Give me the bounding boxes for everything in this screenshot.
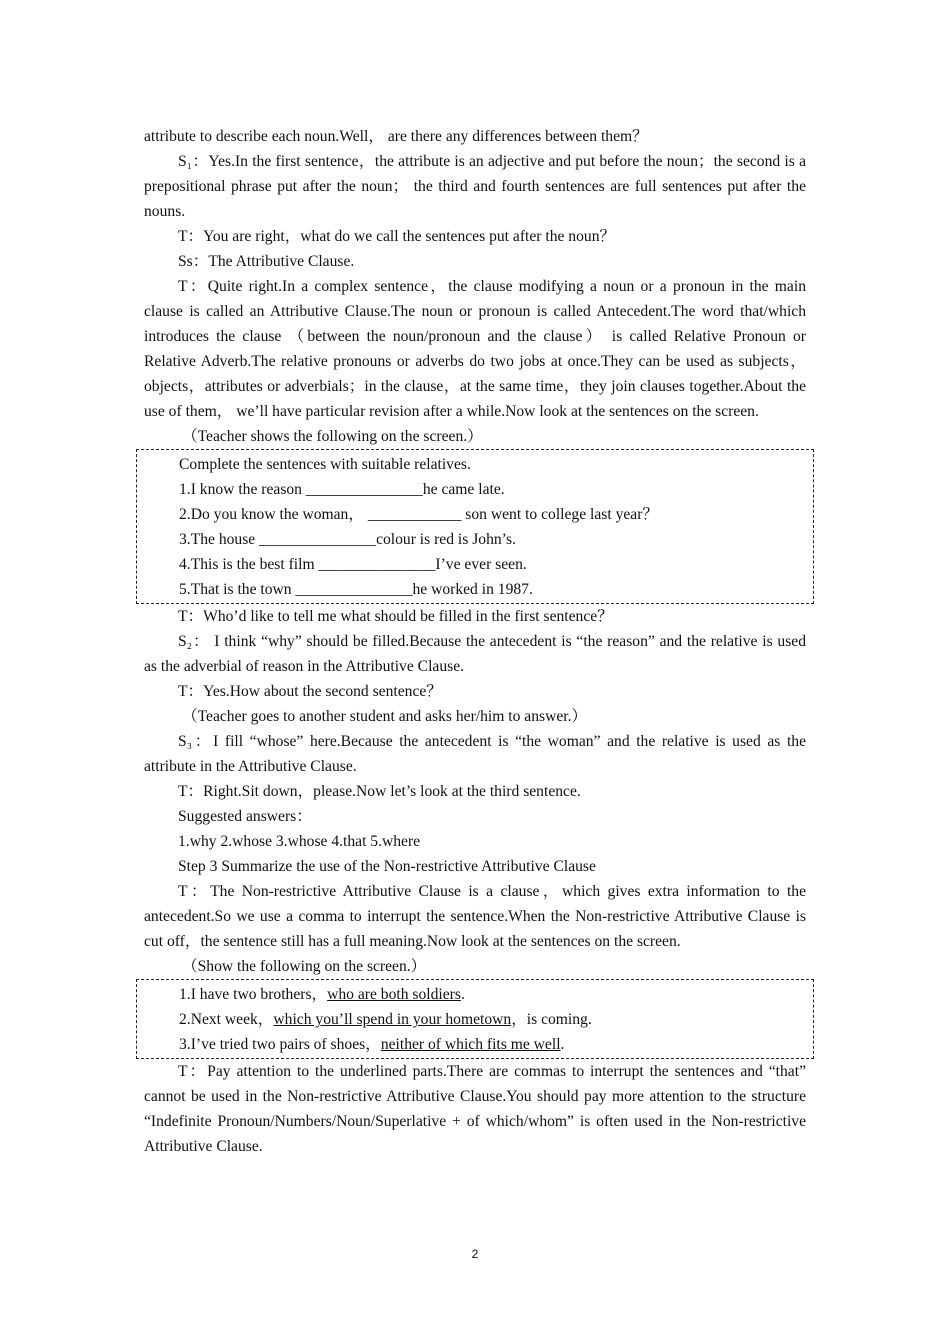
text: ，is coming.: [511, 1011, 592, 1028]
paragraph: attribute to describe each noun.Well， are there any differences between them？: [144, 128, 648, 145]
paragraph: T：Quite right.In a complex sentence，the clause modifying a noun or a pronoun in the main clause is called an Attributive Clause.The noun or pronoun is called Antecedent.The word that/which introduces the clause （between the noun/pronoun and the clause） is called Relative Pronoun or Relative Adverb.The relative pronouns or adverbs do two jobs at once.They can be used as subjects，objects，attributes or adverbials；in the clause，at the same time，they join clauses together.About the use of them， we’ll have particular revision after a while.Now look at the sentences on the screen.: [144, 278, 806, 420]
text: 1.I have two brothers，: [179, 986, 328, 1003]
box-line: 3.The house _______________colour is red is John’s.: [179, 531, 516, 548]
example-box: [136, 979, 814, 1059]
paragraph: T：You are right，what do we call the sentences put after the noun？: [178, 228, 616, 245]
step-heading: Step 3 Summarize the use of the Non-restrictive Attributive Clause: [178, 858, 596, 875]
paragraph: Suggested answers：: [178, 808, 312, 825]
paragraph: T：The Non-restrictive Attributive Clause is a clause，which gives extra information to the antecedent.So we use a comma to interrupt the sentence.When the Non-restrictive Attributive Clause is cut off，the sentence still has a full meaning.Now look at the sentences on the screen.: [144, 883, 806, 950]
box-line: 2.Do you know the woman， ____________ son went to college last year？: [179, 506, 658, 523]
paragraph: T：Who’d like to tell me what should be filled in the first sentence？: [178, 608, 613, 625]
text: 3.I’ve tried two pairs of shoes，: [179, 1036, 381, 1053]
document-body: [144, 124, 806, 1159]
underlined-clause: who are both soldiers: [327, 986, 461, 1003]
paragraph: T：Right.Sit down，please.Now let’s look at the third sentence.: [178, 783, 581, 800]
box-line: [145, 1032, 805, 1057]
paragraph: S₂： I think “why” should be filled.Because the antecedent is “the reason” and the relative is used as the adverbial of reason in the Attributive Clause.: [144, 633, 806, 675]
text: .: [460, 986, 465, 1003]
box-line: [145, 1007, 805, 1032]
underlined-clause: neither of which fits me well: [380, 1036, 561, 1053]
paragraph: T：Yes.How about the second sentence？: [178, 683, 442, 700]
text: 2.Next week，: [179, 1011, 274, 1028]
box-line: Complete the sentences with suitable relatives.: [179, 456, 471, 473]
box-line: [145, 982, 805, 1007]
box-line: 1.I know the reason _______________he came late.: [179, 481, 505, 498]
paragraph: （Show the following on the screen.）: [182, 958, 427, 975]
paragraph: T：Pay attention to the underlined parts.There are commas to interrupt the sentences and “that” cannot be used in the Non-restrictive Attributive Clause.You should pay more attention to the structure “Indefinite Pronoun/Numbers/Noun/Superlative + of which/whom” is often used in the Non-restrictive Attributive Clause.: [144, 1063, 806, 1155]
page-number: 2: [471, 1247, 479, 1261]
paragraph: Ss：The Attributive Clause.: [178, 253, 355, 270]
box-line: 5.That is the town _______________he worked in 1987.: [179, 581, 533, 598]
box-line: 4.This is the best film _______________I’ve ever seen.: [179, 556, 527, 573]
paragraph: S₁：Yes.In the first sentence，the attribute is an adjective and put before the noun；the second is a prepositional phrase put after the noun； the third and fourth sentences are full sentences put after the nouns.: [144, 153, 806, 220]
paragraph: S₃：I fill “whose” here.Because the antecedent is “the woman” and the relative is used as the attribute in the Attributive Clause.: [144, 733, 806, 775]
exercise-box: [136, 449, 814, 604]
underlined-clause: which you’ll spend in your hometown: [273, 1011, 512, 1028]
paragraph: （Teacher shows the following on the screen.）: [182, 428, 483, 445]
paragraph: 1.why 2.whose 3.whose 4.that 5.where: [178, 833, 421, 850]
text: .: [560, 1036, 565, 1053]
paragraph: （Teacher goes to another student and asks her/him to answer.）: [182, 708, 588, 725]
